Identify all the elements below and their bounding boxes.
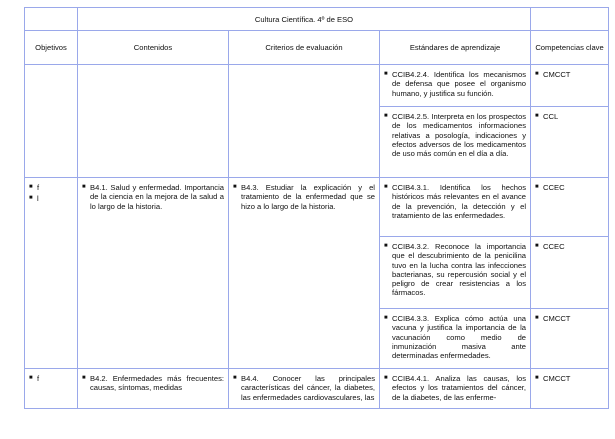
- bullet-icon: ■: [82, 184, 86, 190]
- competencia-cell: [531, 178, 609, 237]
- bullet-icon: ■: [233, 184, 237, 190]
- blank-corner-cell: [25, 8, 78, 31]
- objetivos-cell: [25, 369, 78, 409]
- blank-corner-cell: [531, 8, 609, 31]
- contenido-text: B4.2. Enfermedades más frecuentes: causas, síntomas, medidas: [90, 374, 224, 393]
- bullet-icon: ■: [29, 375, 33, 381]
- criterios-cell: [229, 369, 380, 409]
- bullet-icon: ■: [384, 243, 388, 249]
- competencia-text: CMCCT: [543, 70, 571, 79]
- table-row: [25, 369, 609, 409]
- column-header-criterios: Criterios de evaluación: [229, 31, 380, 65]
- estandar-text: CCIB4.3.2. Reconoce la importancia que el descubrimiento de la penicilina tuvo en la lucha contra las infecciones bacterianas, su repercusión social y el peligro de crear resistencias a los fármacos.: [392, 242, 527, 298]
- criterio-text: B4.4. Conocer las principales características del cáncer, la diabetes, las enfermedades cardiovasculares, las: [241, 374, 375, 402]
- contenido-text: B4.1. Salud y enfermedad. Importancia de la ciencia en la mejora de la salud a lo largo de la historia.: [90, 183, 224, 211]
- contenidos-cell: [78, 65, 229, 178]
- table-title: Cultura Científica. 4º de ESO: [78, 8, 531, 31]
- bullet-icon: ■: [29, 195, 33, 202]
- bullet-icon: ■: [29, 184, 33, 190]
- bullet-icon: ■: [384, 184, 388, 190]
- title-row: [25, 8, 609, 31]
- competencia-text: CCEC: [543, 242, 565, 251]
- bullet-icon: ■: [535, 375, 539, 381]
- column-header-contenidos: Contenidos: [78, 31, 229, 65]
- estandar-cell: [380, 107, 531, 178]
- competencia-text: CMCCT: [543, 314, 571, 323]
- competencia-cell: [531, 309, 609, 369]
- bullet-icon: ■: [384, 113, 388, 119]
- competencia-cell: [531, 369, 609, 409]
- competencia-cell: [531, 107, 609, 178]
- curriculum-table: [24, 7, 609, 409]
- estandar-cell: [380, 65, 531, 107]
- contenidos-cell: [78, 178, 229, 369]
- criterios-cell: [229, 178, 380, 369]
- estandar-text: CCIB4.3.3. Explica cómo actúa una vacuna y justifica la importancia de la vacunación como medio de inmunización masiva ante determinadas enfermedades.: [392, 314, 527, 361]
- bullet-icon: ■: [535, 315, 539, 321]
- column-header-row: [25, 31, 609, 65]
- objetivo-text: f: [37, 374, 40, 383]
- estandar-text: CCIB4.2.5. Interpreta en los prospectos de los medicamentos informaciones relativas a posología, indicaciones y efectos adversos de los medicamentos de uso más común en el día a día.: [392, 112, 527, 159]
- competencia-cell: [531, 237, 609, 309]
- bullet-icon: ■: [384, 375, 388, 381]
- bullet-icon: ■: [535, 113, 539, 119]
- bullet-icon: ■: [384, 315, 388, 321]
- objetivo-text: f: [37, 183, 40, 192]
- bullet-icon: ■: [82, 375, 86, 381]
- estandar-cell: [380, 178, 531, 237]
- objetivos-cell: [25, 178, 78, 369]
- competencia-text: CCEC: [543, 183, 565, 192]
- column-header-estandares: Estándares de aprendizaje: [380, 31, 531, 65]
- bullet-icon: ■: [535, 71, 539, 77]
- bullet-icon: ■: [233, 375, 237, 381]
- criterio-text: B4.3. Estudiar la explicación y el tratamiento de la enfermedad que se hizo a lo largo de la historia.: [241, 183, 375, 211]
- competencia-cell: [531, 65, 609, 107]
- criterios-cell: [229, 65, 380, 178]
- column-header-competencias: Competencias clave: [531, 31, 609, 65]
- competencia-text: CCL: [543, 112, 559, 121]
- estandar-cell: [380, 309, 531, 369]
- objetivo-text: l: [37, 194, 39, 204]
- column-header-objetivos: Objetivos: [25, 31, 78, 65]
- contenidos-cell: [78, 369, 229, 409]
- estandar-text: CCIB4.4.1. Analiza las causas, los efectos y los tratamientos del cáncer, de la diabetes, de las enferme-: [392, 374, 527, 402]
- bullet-icon: ■: [535, 184, 539, 190]
- bullet-icon: ■: [535, 243, 539, 249]
- competencia-text: CMCCT: [543, 374, 571, 383]
- bullet-icon: ■: [384, 71, 388, 77]
- objetivos-cell: [25, 65, 78, 178]
- estandar-text: CCIB4.3.1. Identifica los hechos históricos más relevantes en el avance de la prevención, la detección y el tratamiento de las enfermedades.: [392, 183, 527, 220]
- estandar-text: CCIB4.2.4. Identifica los mecanismos de defensa que posee el organismo humano, y justifica su función.: [392, 70, 527, 98]
- table-row: [25, 178, 609, 237]
- estandar-cell: [380, 369, 531, 409]
- table-row: [25, 65, 609, 107]
- estandar-cell: [380, 237, 531, 309]
